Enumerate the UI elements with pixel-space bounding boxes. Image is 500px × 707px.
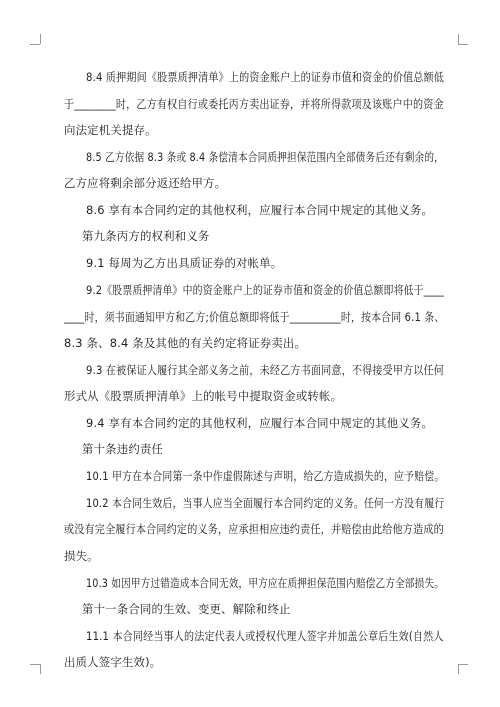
clause-10-2-line-1: 10.2 本合同生效后，当事人应当全面履行本合同约定的义务。任何一方没有履行 xyxy=(86,496,445,510)
clause-10-1: 10.1 甲方在本合同第一条中作虚假陈述与声明，给乙方造成损失的，应予赔偿。 xyxy=(86,469,445,483)
clause-11-1-line-1: 11.1 本合同经当事人的法定代表人或授权代理人签字并加盖公章后生效(自然人 xyxy=(86,629,444,643)
clause-9-2-line-2: ____时，须书面通知甲方和乙方;价值总额即将低于__________时，按本合同 6.1 条、 xyxy=(64,310,445,324)
clause-10-2-line-3: 损失。 xyxy=(64,549,99,563)
section-heading-11: 第十一条合同的生效、变更、解除和终止 xyxy=(82,602,291,616)
clause-8-4-line-1: 8.4 质押期间《股票质押清单》上的资金账户上的证券市值和资金的价值总额低 xyxy=(86,70,445,84)
clause-8-5-line-2: 乙方应将剩余部分返还给甲方。 xyxy=(64,176,227,190)
clause-9-3-line-2: 形式从《股票质押清单》上的帐号中提取资金或转帐。 xyxy=(64,389,343,403)
clause-8-4-line-3: 向法定机关提存。 xyxy=(64,123,157,137)
clause-9-2-line-1: 9.2《股票质押清单》中的资金账户上的证券市值和资金的价值总额即将低于____ xyxy=(86,283,445,297)
clause-10-3: 10.3 如因甲方过错造成本合同无效，甲方应在质押担保范围内赔偿乙方全部损失。 xyxy=(86,576,445,590)
clause-9-4: 9.4 享有本合同约定的其他权利，应履行本合同中规定的其他义务。 xyxy=(86,416,434,430)
clause-8-6: 8.6 享有本合同约定的其他权利，应履行本合同中规定的其他义务。 xyxy=(86,203,434,217)
clause-8-4-line-2: 于________时，乙方有权自行或委托丙方卖出证券，并将所得款项及该账户中的资金 xyxy=(64,97,444,111)
clause-8-5-line-1: 8.5 乙方依据 8.3 条或 8.4 条偿清本合同质押担保范围内全部债务后还有剩余的， xyxy=(86,150,444,164)
clause-9-2-line-3: 8.3 条、8.4 条及其他的有关约定将证券卖出。 xyxy=(64,336,307,350)
clause-10-2-line-2: 或没有完全履行本合同约定的义务，应承担相应违约责任，并赔偿由此给他方造成的 xyxy=(64,522,444,536)
section-heading-10: 第十条违约责任 xyxy=(82,442,164,456)
clause-9-1: 9.1 每周为乙方出具质证券的对帐单。 xyxy=(86,256,283,270)
section-heading-9: 第九条丙方的权利和义务 xyxy=(82,229,210,243)
clause-11-1-line-2: 出质人签字生效)。 xyxy=(64,655,162,669)
clause-9-3-line-1: 9.3 在被保证人履行其全部义务之前，未经乙方书面同意，不得接受甲方以任何 xyxy=(86,363,445,377)
